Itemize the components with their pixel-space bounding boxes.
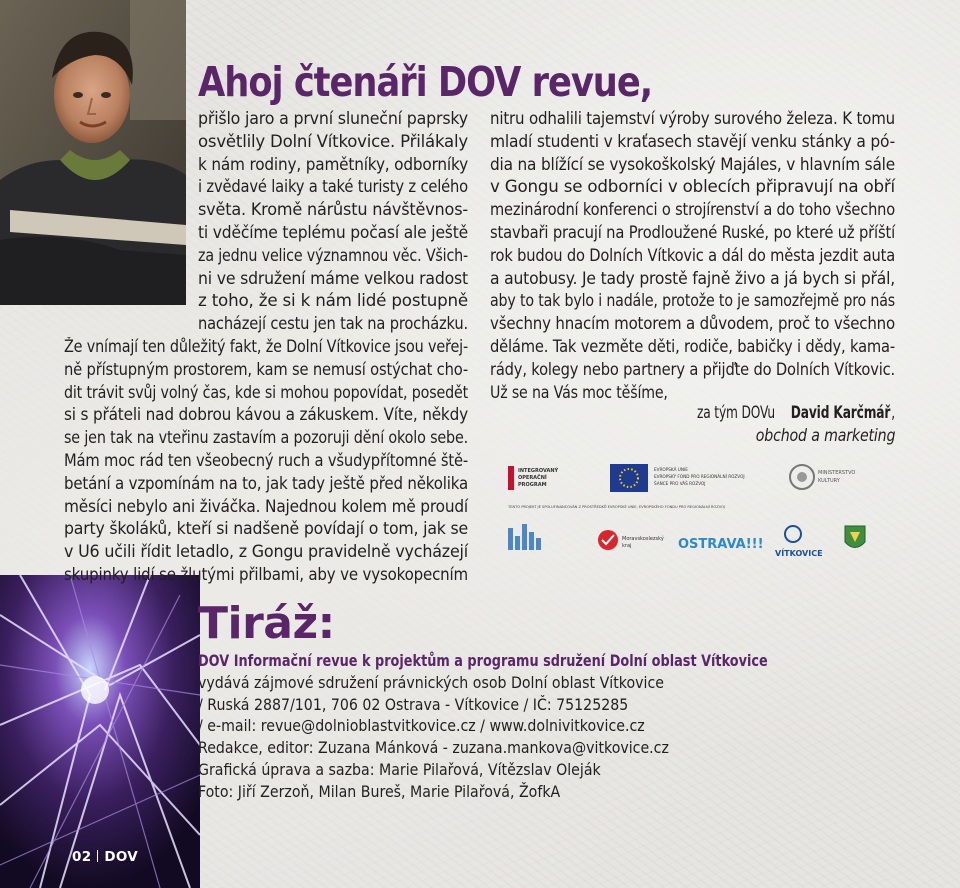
text-line: děláme. Tak vezměte děti, rodiče, babičky i dědy, kama- — [490, 336, 895, 356]
svg-text:PROGRAM: PROGRAM — [518, 482, 547, 488]
left-text-column — [198, 108, 468, 336]
text-line: nitru odhalili tajemství výroby surového železa. K tomu — [490, 109, 895, 128]
text-line: si s přáteli nad dobrou kávou a zákuskem. Víte, někdy — [64, 405, 468, 425]
text-line: Že vnímají ten důležitý fakt, že Dolní Vítkovice jsou veřej- — [64, 337, 468, 356]
svg-text:Moravskoslezský: Moravskoslezský — [622, 536, 664, 542]
text-line: dit trávit svůj volný čas, kde si mohou popovídat, posedět — [64, 382, 468, 402]
text-line: osvětlily Dolní Vítkovice. Přilákaly — [198, 131, 468, 151]
page-number: 02 — [72, 849, 92, 865]
signature-block — [490, 402, 895, 448]
eu-funding-caption: TENTO PROJEKT JE SPOLUFINANCOVÁN Z PROSTŘEDKŮ EVROPSKÉ UNIE, EVROPSKÉHO FONDU PRO REGIONÁLNÍ ROZVOJ — [508, 505, 725, 509]
night-industrial-image — [0, 575, 200, 888]
signature-line: za tým DOVuDavid Karčmář, — [490, 402, 895, 425]
tiraz-line: / Ruská 2887/101, 706 02 Ostrava - Vítkovice / IČ: 75125285 — [198, 694, 629, 714]
svg-text:MINISTERSTVO: MINISTERSTVO — [818, 470, 856, 476]
text-line: měsíci nebylo ani živáčka. Najednou kolem mě proudí — [64, 496, 468, 516]
text-line: ně přístupným prostorem, kam se nemusí ostýchat cho- — [64, 359, 468, 379]
page-label: DOV — [104, 849, 139, 865]
text-line: rády, kolegy nebo partnery a přijďte do Dolních Vítkovic. — [490, 359, 895, 379]
left-text-column-continued — [64, 336, 468, 587]
signature-role: obchod a marketing — [755, 425, 895, 445]
text-line: rok budou do Dolních Vítkovic a dál do města jezdit auta — [490, 245, 895, 265]
text-line: ni ve sdružení máme velkou radost — [198, 268, 468, 288]
author-name: David Karčmář — [791, 403, 891, 422]
text-line: party školáků, kteří si nadšeně povídají o tom, jak se — [64, 519, 468, 539]
city-district-crest-icon — [845, 526, 865, 548]
right-text-column — [490, 108, 895, 404]
svg-text:VÍTKOVICE: VÍTKOVICE — [775, 549, 823, 558]
svg-text:OPERAČNÍ: OPERAČNÍ — [518, 475, 547, 481]
svg-text:kraj: kraj — [622, 543, 632, 549]
text-line: nacházejí cestu jen tak na procházku. — [198, 314, 468, 334]
text-line: v U6 učili řídit letadlo, z Gongu pravidelně vycházejí — [64, 542, 468, 562]
text-line: k nám rodiny, pamětníky, odborníky — [198, 154, 468, 174]
text-line: mladí studenti v kraťasech stavějí venku stánky a pó- — [490, 131, 895, 151]
tiraz-title: Tiráž: — [198, 598, 335, 649]
svg-text:KULTURY: KULTURY — [818, 478, 840, 484]
text-line: Mám moc rád ten všeobecný ruch a všudypřítomné ště- — [64, 450, 468, 470]
svg-text:EVROPSKÝ FOND PRO REGIONÁLNÍ R: EVROPSKÝ FOND PRO REGIONÁLNÍ ROZVOJ — [654, 474, 745, 479]
portrait-photo — [0, 0, 186, 305]
text-line: přišlo jaro a první sluneční paprsky — [198, 109, 468, 128]
text-line: stavbaři pracují na Prodloužené Ruské, po které už příští — [490, 222, 895, 242]
tiraz-line: Grafická úprava a sazba: Marie Pilařová, Vítězslav Oleják — [198, 759, 601, 779]
text-line: všechny hnacím motorem a důvodem, proč to všechno — [490, 314, 895, 334]
text-line: světa. Kromě nárůstu návštěvnos- — [198, 200, 468, 220]
tiraz-line: / e-mail: revue@dolnioblastvitkovice.cz / www.dolnivitkovice.cz — [198, 716, 645, 736]
eu-flag-logo — [610, 464, 745, 492]
moravskoslezsky-kraj-logo — [598, 530, 664, 550]
ministry-culture-logo — [790, 465, 855, 489]
tiraz-line: Redakce, editor: Zuzana Mánková - zuzana.mankova@vitkovice.cz — [198, 738, 669, 758]
svg-text:INTEGROVANÝ: INTEGROVANÝ — [518, 468, 559, 474]
footer-separator — [97, 850, 98, 862]
partner-logos — [500, 458, 880, 576]
vitkovice-logo — [775, 526, 823, 558]
city-skyline-logo — [508, 524, 541, 550]
page-headline: Ahoj čtenáři DOV revue, — [198, 58, 653, 106]
text-line: za jednu velice významnou věc. Všich- — [198, 245, 468, 265]
text-line: ti vděčíme teplému počasí ale ještě — [198, 222, 468, 242]
svg-text:ŠANCE PRO VÁŠ ROZVOJ: ŠANCE PRO VÁŠ ROZVOJ — [654, 481, 706, 486]
tiraz-publication-title: DOV Informační revue k projektům a programu sdružení Dolní oblast Vítkovice — [198, 651, 768, 670]
svg-text:EVROPSKÁ UNIE: EVROPSKÁ UNIE — [654, 467, 688, 472]
text-line: z toho, že si k nám lidé postupně — [198, 291, 468, 311]
text-line: dia na blížící se vysokoškolský Majáles, v hlavním sále — [490, 154, 895, 174]
text-line: i zvědavé laiky a také turisty z celého — [198, 177, 468, 197]
page-footer — [72, 849, 138, 865]
tiraz-block — [198, 650, 919, 803]
text-line: aby to tak bylo i nadále, protože to je samozřejmě pro nás — [490, 291, 895, 311]
tiraz-line: Foto: Jiří Zerzoň, Milan Bureš, Marie Pilařová, ŽofkA — [198, 781, 561, 801]
iop-logo — [508, 466, 559, 490]
text-line: skupinky lidí se žlutými přilbami, aby ve vysokopecním — [64, 564, 468, 584]
text-line: se jen tak na vteřinu zastavím a pozoruji dění okolo sebe. — [64, 428, 468, 448]
tiraz-line: vydává zájmové sdružení právnických osob Dolní oblast Vítkovice — [198, 672, 664, 692]
ostrava-logo: OSTRAVA!!! — [678, 537, 764, 552]
text-line: betání a vzpomínám na to, jak tady ještě před několika — [64, 473, 468, 493]
text-line: a autobusy. Je tady prostě fajně živo a já bych si přál, — [490, 268, 895, 288]
text-line: Už se na Vás moc těšíme, — [490, 382, 668, 402]
text-line: mezinárodní konferenci o strojírenství a do toho všechno — [490, 200, 895, 220]
text-line: v Gongu se odborníci v oblecích připravují na obří — [490, 177, 895, 197]
